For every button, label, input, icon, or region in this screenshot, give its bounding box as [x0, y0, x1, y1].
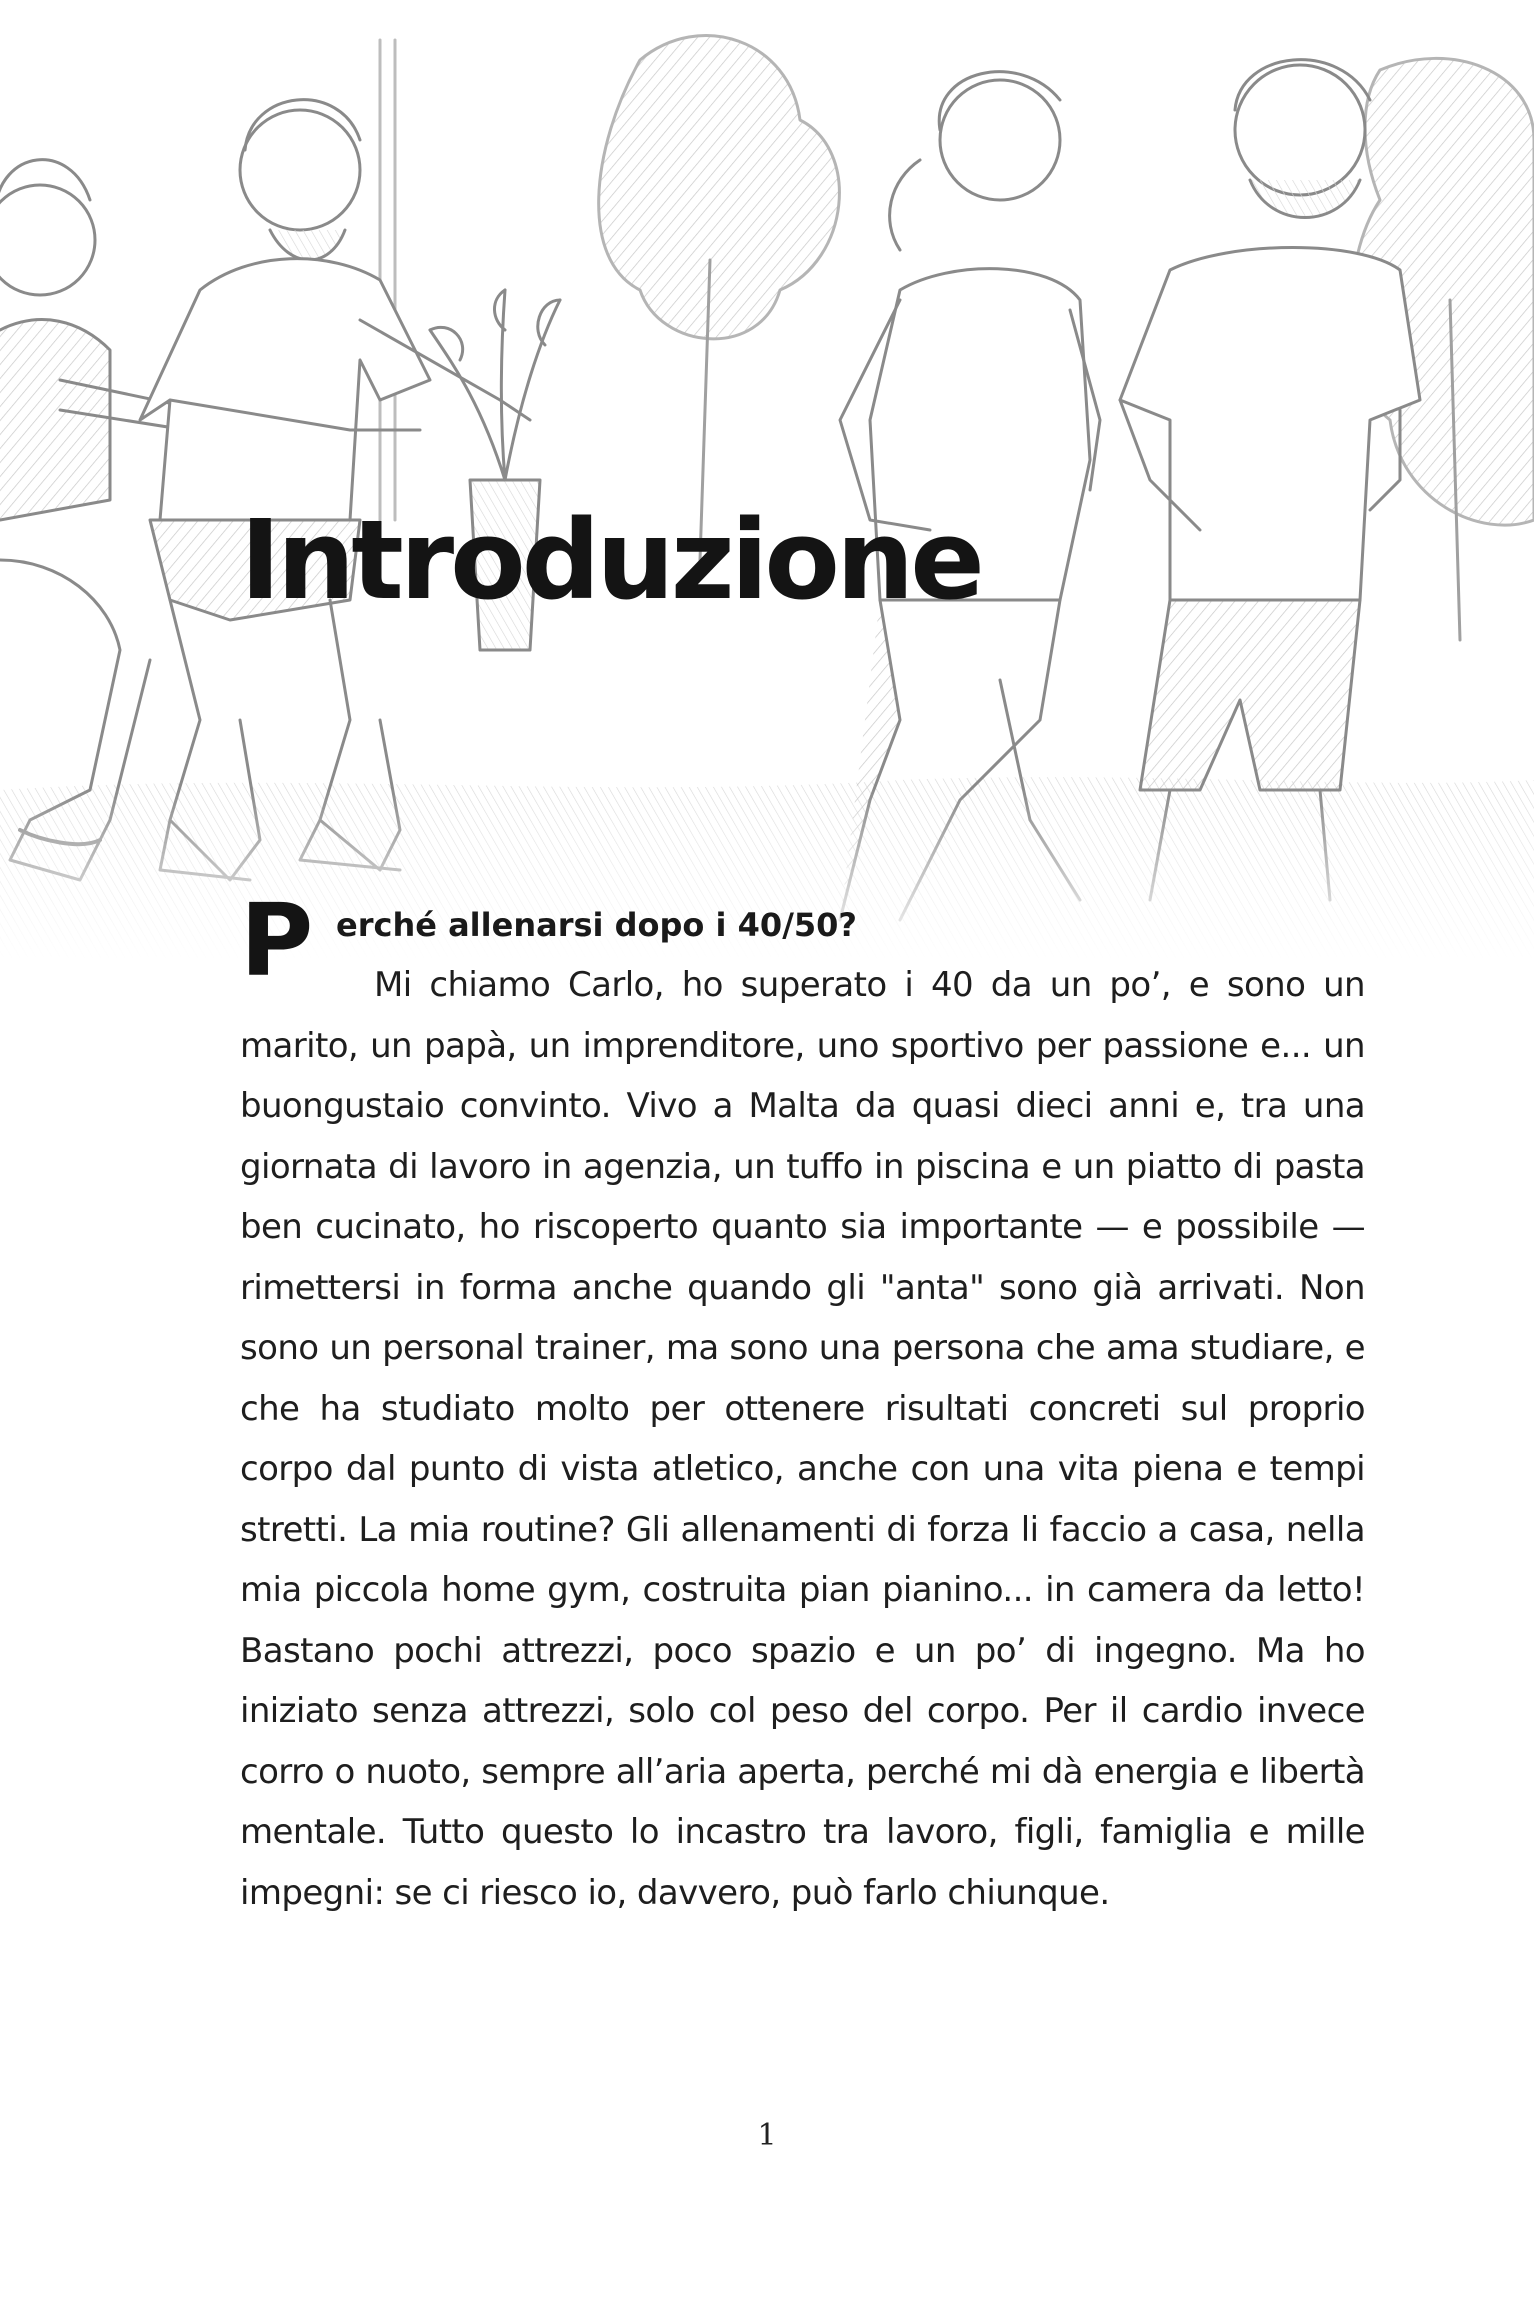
header-illustration — [0, 0, 1534, 960]
section-heading: erché allenarsi dopo i 40/50? — [336, 906, 857, 944]
body-paragraph: Mi chiamo Carlo, ho superato i 40 da un po’, e sono un marito, un papà, un imprenditore, uno sportivo per passione e... un buongustaio convinto. Vivo a Malta da quasi dieci anni e, tra una giornata di lavoro in agenzia, un tuffo in piscina e un piatto di pasta ben cucinato, ho riscoperto quanto sia importante — e possibile — rimettersi in forma anche quando gli "anta" sono già arrivati. Non sono un personal trainer, ma sono una persona che ama studiare, e che ha studiato molto per ottenere risultati concreti sul proprio corpo dal punto di vista atletico, anche con una vita piena e tempi stretti. La mia routine? Gli allenamenti di forza li faccio a casa, nella mia piccola home gym, costruita pian pianino... in camera da letto! Bastano pochi attrezzi, poco spazio e un po’ di ingegno. Ma ho iniziato senza attrezzi, solo col peso del corpo. Per il cardio invece corro o nuoto, sempre all’aria aperta, perché mi dà energia e libertà mentale. Tutto questo lo incastro tra lavoro, figli, famiglia e mille impegni: se ci riesco io, davvero, può farlo chiunque. — [240, 965, 1365, 1913]
chapter-title: Introduzione — [240, 496, 981, 624]
people-exercising-sketch-icon — [0, 0, 1534, 960]
section-body — [240, 882, 1365, 1923]
drop-cap: P — [240, 882, 314, 999]
page-number: 1 — [757, 2118, 777, 2153]
